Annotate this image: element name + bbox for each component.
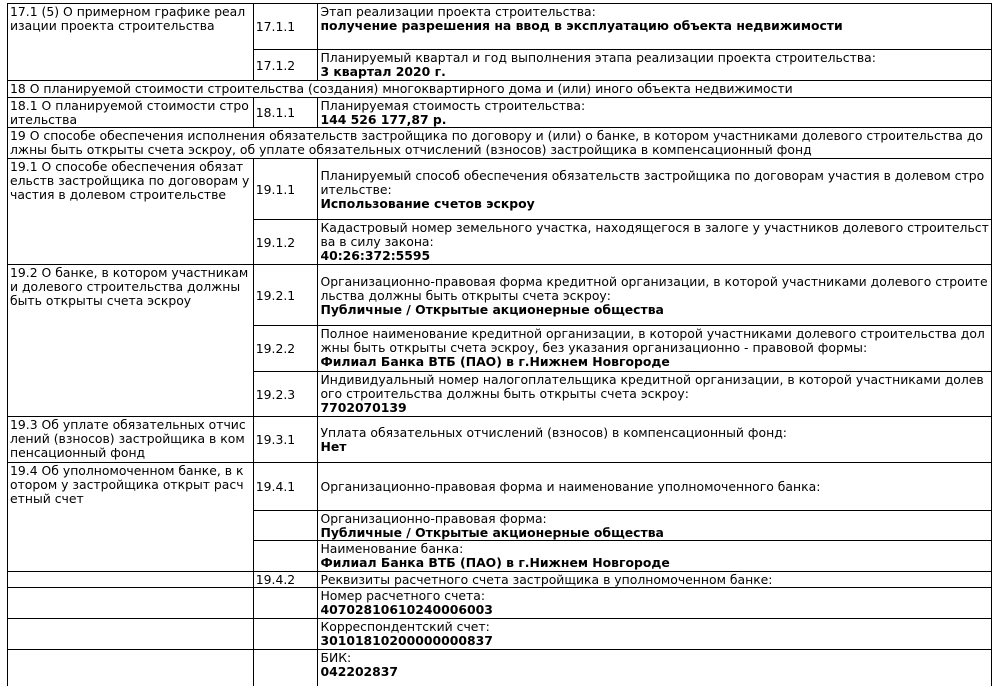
- item-cell: [318, 511, 992, 541]
- empty-code-cell: [253, 541, 318, 572]
- item-code: 19.4.2: [253, 572, 318, 588]
- declaration-table: [7, 3, 992, 686]
- item-cell: [318, 588, 992, 619]
- section-heading: 19 О способе обеспечения исполнения обязательств застройщика по договору и (или) о банке, в котором участниками долевого строительства должны быть открыты счета эскроу, об уплате обязательных отчислений (взносов) застройщика в компенсационный фонд: [8, 128, 992, 159]
- item-label: Этап реализации проекта строительства:: [320, 4, 596, 19]
- item-cell: Реквизиты расчетного счета застройщика в уполномоченном банке:: [318, 572, 992, 588]
- item-cell: Организационно-правовая форма и наименование уполномоченного банка:: [318, 463, 992, 511]
- item-code: 18.1.1: [253, 98, 318, 128]
- table-row: [8, 619, 992, 650]
- section-cell: 17.1 (5) О примерном графике реализации проекта строительства: [8, 4, 254, 81]
- item-label: Кадастровый номер земельного участка, находящегося в залоге у участников долевого строительства в силу закона:: [320, 220, 989, 249]
- item-label: БИК:: [320, 650, 352, 665]
- item-value: 042202837: [320, 664, 399, 679]
- item-value: 30101810200000000837: [320, 633, 493, 648]
- item-label: Организационно-правовая форма:: [320, 511, 547, 526]
- table-row: [8, 650, 992, 686]
- item-label: Номер расчетного счета:: [320, 588, 486, 603]
- empty-code-cell: [253, 650, 318, 686]
- item-code: 19.4.1: [253, 463, 318, 511]
- item-label: Планируемый способ обеспечения обязательств застройщика по договорам участия в долевом строительстве:: [320, 167, 985, 197]
- item-code: 19.1.2: [253, 220, 318, 265]
- item-label: Планируемая стоимость строительства:: [320, 98, 586, 113]
- item-cell: [318, 326, 992, 372]
- table-row: [8, 4, 992, 50]
- table-row: [8, 159, 992, 220]
- table-row: [8, 265, 992, 326]
- item-cell: [318, 372, 992, 417]
- table-row: [8, 572, 992, 588]
- item-value: Использование счетов эскроу: [320, 195, 535, 211]
- item-value: 40702810610240006003: [320, 602, 493, 617]
- item-value: Филиал Банка ВТБ (ПАО) в г.Нижнем Новгороде: [320, 354, 670, 369]
- item-cell: [318, 220, 992, 265]
- table-row: [8, 98, 992, 128]
- item-code: 19.2.3: [253, 372, 318, 417]
- item-cell: [318, 159, 992, 220]
- item-value: 40:26:372:5595: [320, 248, 431, 263]
- section-cell: 19.1 О способе обеспечения обязательств застройщика по договорам участия в долевом строительстве: [8, 159, 254, 265]
- item-label: Наименование банка:: [320, 541, 464, 556]
- item-label: Уплата обязательных отчислений (взносов) в компенсационный фонд:: [320, 425, 787, 440]
- section-heading: 18 О планируемой стоимости строительства (создания) многоквартирного дома и (или) иного объекта недвижимости: [8, 81, 992, 98]
- item-cell: [318, 265, 992, 326]
- item-value: Нет: [320, 439, 347, 454]
- item-label: Планируемый квартал и год выполнения этапа реализации проекта строительства:: [320, 50, 876, 65]
- empty-section-cell: [8, 572, 254, 588]
- item-value: получение разрешения на ввод в эксплуатацию объекта недвижимости: [320, 18, 843, 33]
- table-row: [8, 588, 992, 619]
- section-cell: 19.3 Об уплате обязательных отчислений (взносов) застройщика в компенсационный фонд: [8, 417, 254, 463]
- empty-code-cell: [253, 511, 318, 541]
- empty-section-cell: [8, 619, 254, 650]
- item-value: 7702070139: [320, 400, 407, 415]
- item-label: Полное наименование кредитной организации, в которой участниками долевого строительства должны быть открыты счета эскроу, без указания организационно - правовой формы:: [320, 326, 985, 355]
- table-row: [8, 417, 992, 463]
- item-code: 19.1.1: [253, 159, 318, 220]
- item-cell: [318, 619, 992, 650]
- item-cell: [318, 4, 992, 50]
- item-cell: [318, 50, 992, 81]
- item-code: 19.2.1: [253, 265, 318, 326]
- item-cell: [318, 98, 992, 128]
- item-label: Индивидуальный номер налогоплательщика кредитной организации, в которой участниками долевого строительства должны быть открыты счета эскроу:: [320, 372, 984, 401]
- item-code: 17.1.2: [253, 50, 318, 81]
- table-row: [8, 81, 992, 98]
- item-code: 19.2.2: [253, 326, 318, 372]
- item-cell: [318, 650, 992, 686]
- item-cell: [318, 541, 992, 572]
- empty-code-cell: [253, 588, 318, 619]
- item-value: 3 квартал 2020 г.: [320, 64, 446, 79]
- item-value: 144 526 177,87 р.: [320, 112, 447, 127]
- item-value: Публичные / Открытые акционерные общества: [320, 525, 664, 540]
- item-code: 17.1.1: [253, 4, 318, 50]
- item-value: Филиал Банка ВТБ (ПАО) в г.Нижнем Новгороде: [320, 555, 670, 570]
- item-cell: [318, 417, 992, 463]
- table-row: [8, 128, 992, 159]
- section-cell: 18.1 О планируемой стоимости строительства: [8, 98, 254, 128]
- table-row: [8, 463, 992, 511]
- empty-section-cell: [8, 588, 254, 619]
- empty-section-cell: [8, 650, 254, 686]
- empty-code-cell: [253, 619, 318, 650]
- item-label: Корреспондентский счет:: [320, 619, 490, 634]
- item-code: 19.3.1: [253, 417, 318, 463]
- item-label: Организационно-правовая форма кредитной организации, в которой участниками долевого строительства должны быть открыты счета эскроу:: [320, 273, 988, 303]
- item-value: Публичные / Открытые акционерные общества: [320, 301, 664, 317]
- section-cell: 19.2 О банке, в котором участниками долевого строительства должны быть открыты счета эскроу: [8, 265, 254, 417]
- section-cell: 19.4 Об уполномоченном банке, в котором у застройщика открыт расчетный счет: [8, 463, 254, 572]
